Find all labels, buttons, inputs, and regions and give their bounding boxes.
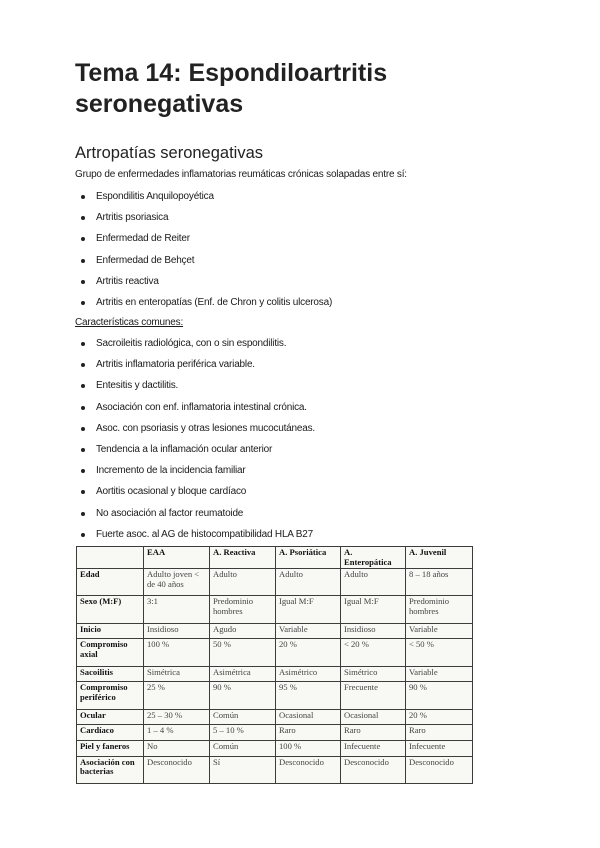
common-feature-item: Tendencia a la inflamación ocular anterior xyxy=(75,443,315,464)
table-cell: Ocasional xyxy=(276,709,341,725)
table-cell: Desconocido xyxy=(144,756,210,783)
table-cell: Raro xyxy=(276,725,341,741)
common-feature-item: Incremento de la incidencia familiar xyxy=(75,464,315,485)
common-feature-item: Sacroileitis radiológica, con o sin espondilitis. xyxy=(75,337,315,358)
table-row xyxy=(77,756,473,783)
table-cell: Variable xyxy=(406,623,473,639)
table-cell: Variable xyxy=(406,666,473,682)
table-cell: 1 – 4 % xyxy=(144,725,210,741)
disease-list-item: Enfermedad de Behçet xyxy=(75,254,332,275)
table-cell: Simétrica xyxy=(144,666,210,682)
table-row-label: Piel y faneros xyxy=(77,740,144,756)
common-feature-item: Fuerte asoc. al AG de histocompatibilidad HLA B27 xyxy=(75,528,315,549)
common-features-heading: Características comunes: xyxy=(75,317,184,328)
table-cell: 50 % xyxy=(210,639,276,666)
common-features-list xyxy=(75,337,315,549)
table-row xyxy=(77,725,473,741)
table-cell: 90 % xyxy=(406,682,473,709)
table-row-label: Ocular xyxy=(77,709,144,725)
table-cell: 90 % xyxy=(210,682,276,709)
table-cell: No xyxy=(144,740,210,756)
table-cell: Adulto xyxy=(341,569,406,596)
table-cell: 8 – 18 años xyxy=(406,569,473,596)
table-cell: Infecuente xyxy=(406,740,473,756)
disease-list-item: Artritis psoriasica xyxy=(75,211,332,232)
table-cell: Adulto xyxy=(210,569,276,596)
comparison-table-image xyxy=(76,546,472,784)
table-cell: Asimétrico xyxy=(276,666,341,682)
disease-list-item: Enfermedad de Reiter xyxy=(75,232,332,253)
table-cell: Insidioso xyxy=(144,623,210,639)
table-cell: Desconocido xyxy=(406,756,473,783)
table-cell: Desconocido xyxy=(276,756,341,783)
table-cell: Común xyxy=(210,740,276,756)
table-cell: Predominio hombres xyxy=(406,596,473,623)
table-cell: Común xyxy=(210,709,276,725)
table-row xyxy=(77,666,473,682)
table-row-label: Sexo (M:F) xyxy=(77,596,144,623)
table-row xyxy=(77,709,473,725)
table-cell: Infecuente xyxy=(341,740,406,756)
table-column-header xyxy=(77,547,144,569)
table-cell: Insidioso xyxy=(341,623,406,639)
table-cell: 25 – 30 % xyxy=(144,709,210,725)
disease-list-item: Espondilitis Anquilopoyética xyxy=(75,190,332,211)
table-header-row xyxy=(77,547,473,569)
table-row-label: Cardíaco xyxy=(77,725,144,741)
common-feature-item: Asoc. con psoriasis y otras lesiones mucocutáneas. xyxy=(75,422,315,443)
table-cell: Raro xyxy=(341,725,406,741)
table-cell: Predominio hombres xyxy=(210,596,276,623)
table-cell: < 50 % xyxy=(406,639,473,666)
disease-list xyxy=(75,190,332,317)
table-row-label: Sacoilitis xyxy=(77,666,144,682)
table-cell: 20 % xyxy=(406,709,473,725)
table-row-label: Compromiso axial xyxy=(77,639,144,666)
table-cell: < 20 % xyxy=(341,639,406,666)
table-cell: Igual M:F xyxy=(276,596,341,623)
table-cell: Ocasional xyxy=(341,709,406,725)
table-row-label: Inicio xyxy=(77,623,144,639)
table-cell: 20 % xyxy=(276,639,341,666)
common-feature-item: No asociación al factor reumatoide xyxy=(75,507,315,528)
table-cell: 95 % xyxy=(276,682,341,709)
page-title: Tema 14: Espondiloartritis seronegativas xyxy=(75,59,388,118)
section-heading: Artropatías seronegativas xyxy=(75,144,264,162)
table-cell: Asimétrica xyxy=(210,666,276,682)
table-cell: Igual M:F xyxy=(341,596,406,623)
table-cell: Frecuente xyxy=(341,682,406,709)
table-row xyxy=(77,596,473,623)
table-row-label: Asociación con bacterias xyxy=(77,756,144,783)
table-cell: Adulto xyxy=(276,569,341,596)
table-row xyxy=(77,682,473,709)
table-column-header: A. Juvenil xyxy=(406,547,473,569)
table-cell: 25 % xyxy=(144,682,210,709)
table-row-label: Compromiso periférico xyxy=(77,682,144,709)
table-column-header: A. Reactiva xyxy=(210,547,276,569)
table-cell: Sí xyxy=(210,756,276,783)
table-cell: Simétrico xyxy=(341,666,406,682)
table-row xyxy=(77,740,473,756)
table-row xyxy=(77,639,473,666)
table-column-header: A. Psoriática xyxy=(276,547,341,569)
table-cell: Raro xyxy=(406,725,473,741)
table-cell: Variable xyxy=(276,623,341,639)
common-feature-item: Artritis inflamatoria periférica variable. xyxy=(75,358,315,379)
comparison-table xyxy=(76,546,473,784)
table-cell: Adulto joven < de 40 años xyxy=(144,569,210,596)
table-cell: Agudo xyxy=(210,623,276,639)
table-cell: Desconocido xyxy=(341,756,406,783)
table-cell: 5 – 10 % xyxy=(210,725,276,741)
table-row xyxy=(77,569,473,596)
common-feature-item: Aortitis ocasional y bloque cardíaco xyxy=(75,485,315,506)
table-column-header: A. Enteropática xyxy=(341,547,406,569)
table-column-header: EAA xyxy=(144,547,210,569)
table-cell: 100 % xyxy=(144,639,210,666)
disease-list-item: Artritis reactiva xyxy=(75,275,332,296)
table-cell: 3:1 xyxy=(144,596,210,623)
intro-paragraph: Grupo de enfermedades inflamatorias reumáticas crónicas solapadas entre sí: xyxy=(75,169,407,180)
disease-list-item: Artritis en enteropatías (Enf. de Chron y colitis ulcerosa) xyxy=(75,296,332,317)
table-row-label: Edad xyxy=(77,569,144,596)
common-feature-item: Entesitis y dactilitis. xyxy=(75,379,315,400)
table-row xyxy=(77,623,473,639)
table-body xyxy=(77,569,473,784)
common-feature-item: Asociación con enf. inflamatoria intestinal crónica. xyxy=(75,401,315,422)
table-cell: 100 % xyxy=(276,740,341,756)
